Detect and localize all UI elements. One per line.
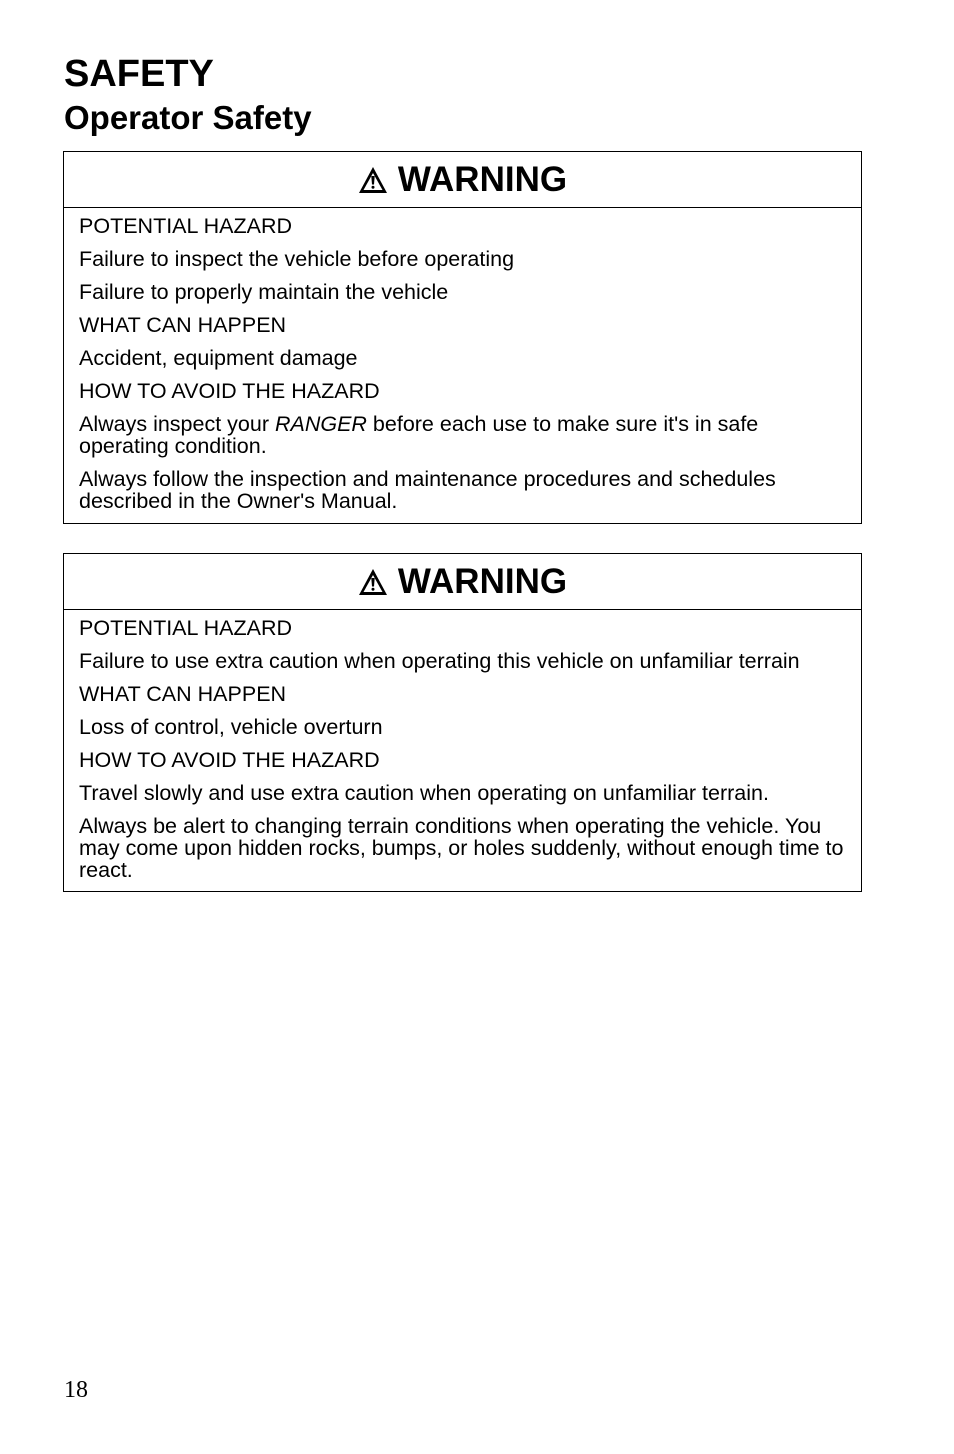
page-title: SAFETY: [64, 53, 214, 95]
avoidance-text: Always follow the inspection and maintenance procedures and schedules described in the Owner's Manual.: [79, 467, 776, 513]
warning-box-inspection: [63, 151, 862, 524]
hazard-text: Failure to properly maintain the vehicle: [79, 280, 449, 304]
hazard-text: Failure to use extra caution when operating this vehicle on unfamiliar terrain: [79, 649, 800, 673]
warning-triangle-icon: [358, 568, 388, 596]
consequence-heading: WHAT CAN HAPPEN: [79, 313, 287, 337]
avoidance-text: Always be alert to changing terrain conditions when operating the vehicle. You may come upon hidden rocks, bumps, or holes suddenly, without enough time to react.: [79, 814, 844, 882]
consequence-text: Accident, equipment damage: [79, 346, 358, 370]
product-name: RANGER: [274, 412, 367, 436]
avoidance-heading: HOW TO AVOID THE HAZARD: [79, 748, 380, 772]
warning-triangle-icon: [358, 166, 388, 194]
warning-body: [64, 208, 861, 518]
warning-header: [64, 554, 861, 610]
avoidance-text: Travel slowly and use extra caution when operating on unfamiliar terrain.: [79, 781, 769, 805]
hazard-heading: POTENTIAL HAZARD: [79, 616, 293, 640]
warning-title: WARNING: [397, 159, 568, 199]
consequence-text: Loss of control, vehicle overturn: [79, 715, 383, 739]
hazard-text: Failure to inspect the vehicle before operating: [79, 247, 515, 271]
warning-body: [64, 610, 861, 887]
page-number: 18: [64, 1377, 88, 1403]
hazard-heading: POTENTIAL HAZARD: [79, 214, 293, 238]
warning-title: WARNING: [397, 561, 568, 601]
consequence-heading: WHAT CAN HAPPEN: [79, 682, 287, 706]
avoidance-text-start: Always inspect your: [79, 412, 275, 436]
warning-header: [64, 152, 861, 208]
warning-box-terrain: [63, 553, 862, 892]
avoidance-heading: HOW TO AVOID THE HAZARD: [79, 379, 380, 403]
avoidance-text: [79, 408, 846, 463]
page-subtitle: Operator Safety: [64, 99, 312, 136]
avoidance-text-end: before each use to make sure it's in safe operating condition.: [79, 412, 759, 458]
